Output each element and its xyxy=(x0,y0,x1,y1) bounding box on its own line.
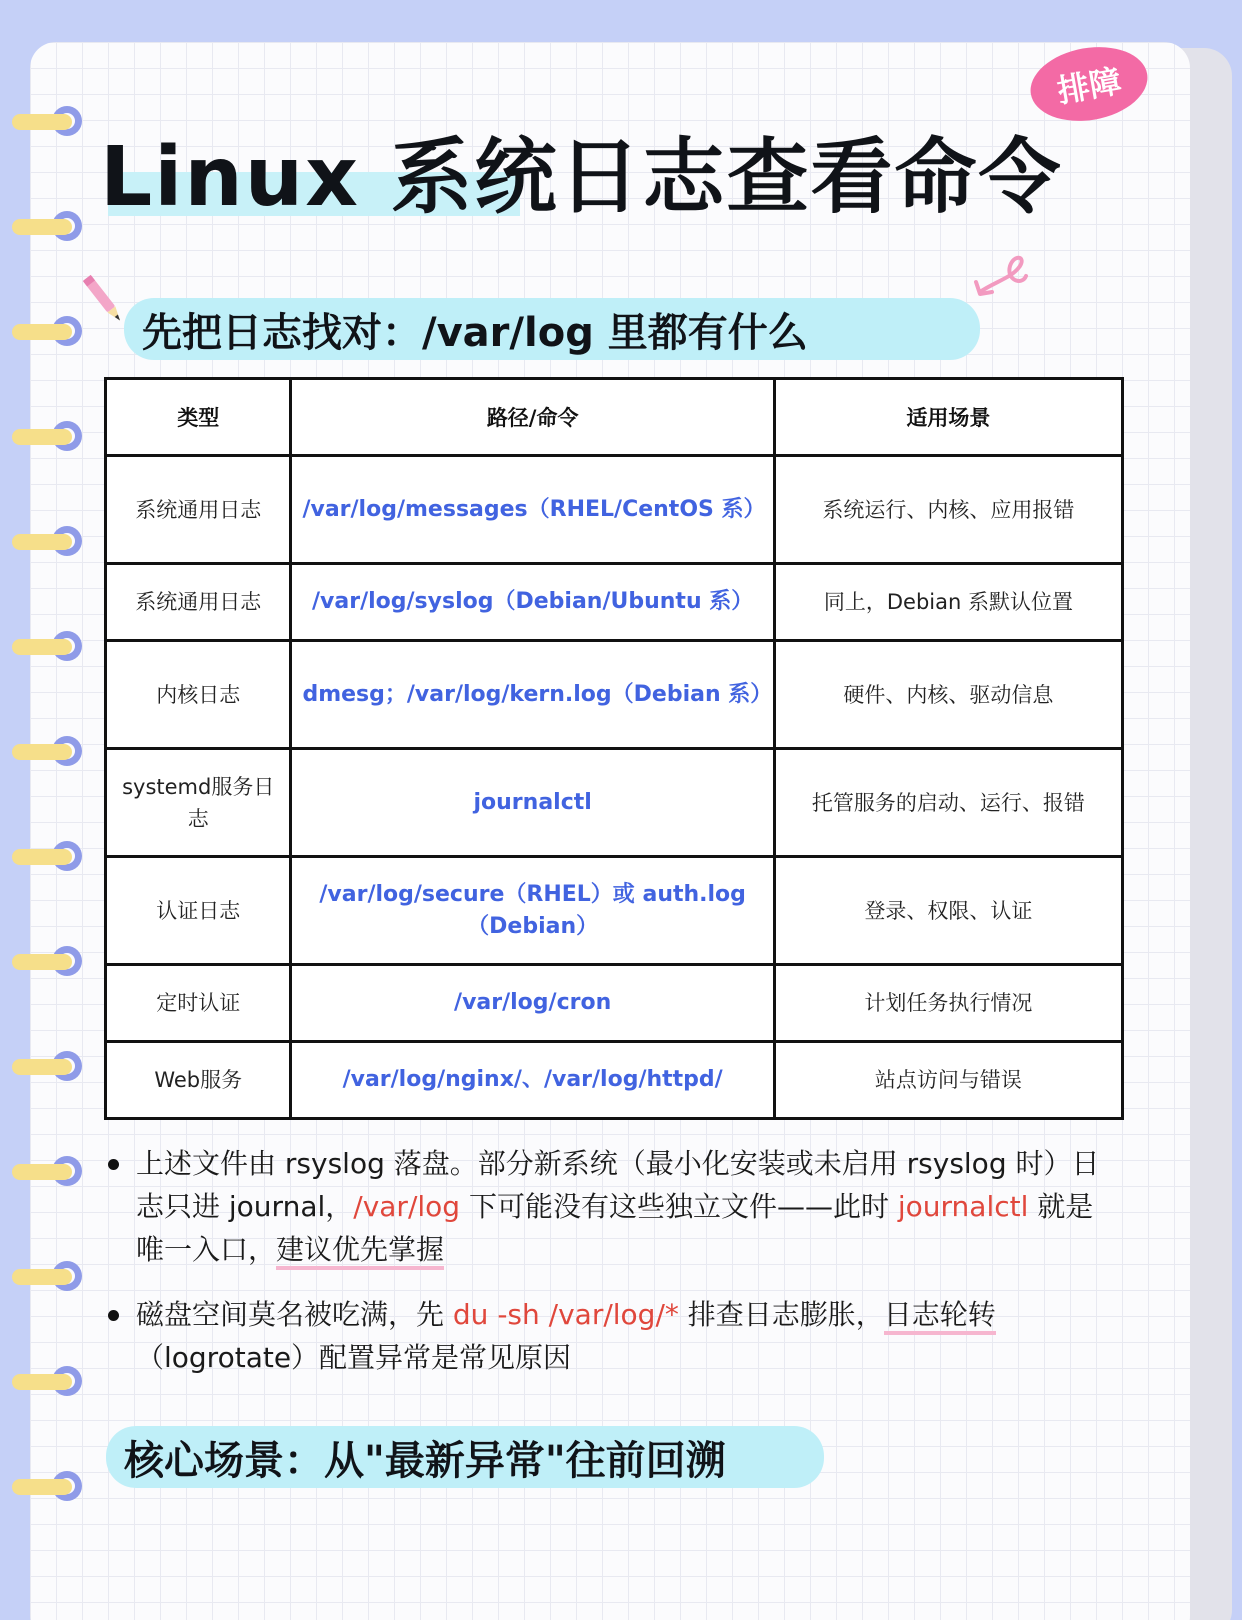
section-title-logs: 先把日志找对：/var/log 里都有什么 xyxy=(124,298,980,360)
cell-type: 内核日志 xyxy=(106,641,291,749)
binder-ring xyxy=(12,1051,86,1081)
table-header-row xyxy=(106,379,1123,456)
cell-path: dmesg；/var/log/kern.log（Debian 系） xyxy=(291,641,774,749)
section-title-core-scenario: 核心场景：从"最新异常"往前回溯 xyxy=(106,1426,824,1488)
note-highlight: /var/log xyxy=(353,1190,461,1223)
binder-ring xyxy=(12,1156,86,1186)
note-rsyslog xyxy=(100,1142,1110,1271)
note-text: （logrotate）配置异常是常见原因 xyxy=(136,1341,572,1374)
binder-ring xyxy=(12,316,86,346)
note-underline: 建议优先掌握 xyxy=(276,1233,444,1270)
binder-ring xyxy=(12,631,86,661)
cell-scene: 同上，Debian 系默认位置 xyxy=(774,564,1122,641)
bullet-dot xyxy=(108,1159,119,1170)
cell-path: /var/log/nginx/、/var/log/httpd/ xyxy=(291,1042,774,1119)
pencil-icon xyxy=(80,270,128,330)
cell-scene: 硬件、内核、驱动信息 xyxy=(774,641,1122,749)
note-underline: 日志轮转 xyxy=(884,1298,996,1335)
note-text: 磁盘空间莫名被吃满，先 xyxy=(136,1298,453,1331)
cell-type: systemd服务日志 xyxy=(106,749,291,857)
table-row xyxy=(106,641,1123,749)
cell-scene: 登录、权限、认证 xyxy=(774,857,1122,965)
table-row xyxy=(106,965,1123,1042)
cell-path: /var/log/syslog（Debian/Ubuntu 系） xyxy=(291,564,774,641)
cell-type: Web服务 xyxy=(106,1042,291,1119)
note-text: 下可能没有这些独立文件——此时 xyxy=(460,1190,898,1223)
notes-list xyxy=(100,1142,1110,1401)
binder-ring xyxy=(12,736,86,766)
badge-label: 排障 xyxy=(1054,61,1125,111)
header-type: 类型 xyxy=(106,379,291,456)
note-text: 上述文件由 rsyslog 落盘。部分新系统（最小化安装或未启用 rsyslog 时）日志只进 journal， xyxy=(136,1147,1100,1223)
binder-ring xyxy=(12,526,86,556)
cell-type: 定时认证 xyxy=(106,965,291,1042)
binder-ring xyxy=(12,841,86,871)
cell-type: 认证日志 xyxy=(106,857,291,965)
cell-scene: 托管服务的启动、运行、报错 xyxy=(774,749,1122,857)
binder-ring xyxy=(12,1261,86,1291)
table-row xyxy=(106,857,1123,965)
cell-scene: 计划任务执行情况 xyxy=(774,965,1122,1042)
note-disk xyxy=(100,1293,1110,1379)
cell-scene: 系统运行、内核、应用报错 xyxy=(774,456,1122,564)
cell-path: journalctl xyxy=(291,749,774,857)
log-table xyxy=(104,377,1124,1120)
note-text: 就是唯一入口， xyxy=(136,1190,1094,1266)
cell-path: /var/log/secure（RHEL）或 auth.log（Debian） xyxy=(291,857,774,965)
binder-ring xyxy=(12,946,86,976)
cell-path: /var/log/messages（RHEL/CentOS 系） xyxy=(291,456,774,564)
note-text: 排查日志膨胀， xyxy=(678,1298,884,1331)
bullet-dot xyxy=(108,1310,119,1321)
header-scene: 适用场景 xyxy=(774,379,1122,456)
swirl-arrow-icon xyxy=(972,252,1032,306)
page-title: Linux 系统日志查看命令 xyxy=(100,130,1063,225)
cell-path: /var/log/cron xyxy=(291,965,774,1042)
note-highlight: journalctl xyxy=(897,1190,1029,1223)
note-highlight: du -sh /var/log/* xyxy=(452,1298,679,1331)
cell-type: 系统通用日志 xyxy=(106,456,291,564)
binder-ring xyxy=(12,421,86,451)
cell-scene: 站点访问与错误 xyxy=(774,1042,1122,1119)
binder-ring xyxy=(12,1471,86,1501)
header-path: 路径/命令 xyxy=(291,379,774,456)
table-row xyxy=(106,1042,1123,1119)
table-row xyxy=(106,456,1123,564)
table-row xyxy=(106,749,1123,857)
binder-ring xyxy=(12,1366,86,1396)
binder-ring xyxy=(12,211,86,241)
binder-ring xyxy=(12,106,86,136)
table-row xyxy=(106,564,1123,641)
cell-type: 系统通用日志 xyxy=(106,564,291,641)
